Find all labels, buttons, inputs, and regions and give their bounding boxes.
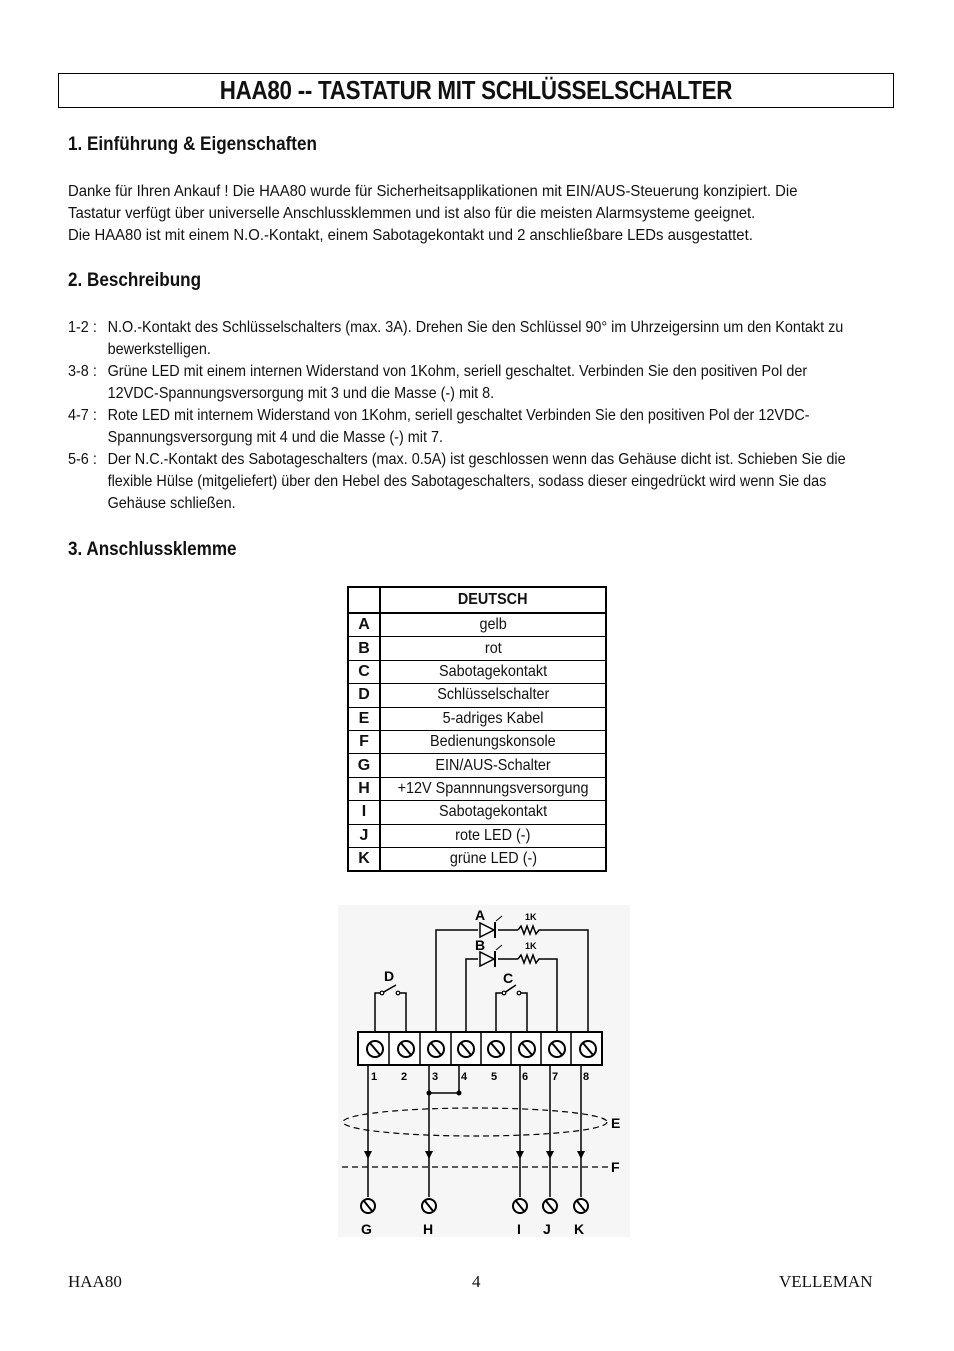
label-g: G	[361, 1221, 372, 1237]
terminal-pair: 5-6 :	[68, 451, 97, 468]
label-f: F	[611, 1159, 620, 1175]
table-row	[348, 847, 606, 871]
intro-paragraph: Danke für Ihren Ankauf ! Die HAA80 wurde für Sicherheitsapplikationen mit EIN/AUS-Steuerung konzipiert. Die Tastatur verfügt über universelle Anschlussklemmen und ist also für die meisten Alarmsysteme geeignet.	[68, 183, 798, 222]
row-letter: E	[348, 707, 380, 730]
label-c: C	[503, 970, 514, 986]
description-item	[68, 317, 860, 361]
row-value: +12V Spannnungsversorgung	[380, 777, 606, 800]
row-value: gelb	[380, 613, 606, 637]
table-row	[348, 730, 606, 753]
row-value: grüne LED (-)	[380, 847, 606, 871]
description-item	[68, 405, 860, 449]
row-letter: A	[348, 613, 380, 637]
row-letter: J	[348, 824, 380, 847]
table-header-row	[348, 587, 606, 613]
row-letter: H	[348, 777, 380, 800]
terminal-pair: 4-7 :	[68, 407, 97, 424]
table-row	[348, 777, 606, 800]
row-value: EIN/AUS-Schalter	[380, 754, 606, 777]
row-letter: F	[348, 730, 380, 753]
footer-model: HAA80	[68, 1272, 122, 1291]
table-row	[348, 801, 606, 824]
table-row	[348, 613, 606, 637]
terminal-description: Der N.C.-Kontakt des Sabotageschalters (max. 0.5A) ist geschlossen wenn das Gehäuse dicht ist. Schieben Sie die flexible Hülse (mitgeliefert) über den Hebel des Sabotageschalters, sodass dieser eingedrückt wird wenn Sie das Gehäuse schließen.	[107, 451, 846, 512]
table-row	[348, 660, 606, 683]
section-heading-description: 2. Beschreibung	[68, 270, 202, 291]
table-header-blank	[348, 587, 380, 613]
section-heading-intro: 1. Einführung & Eigenschaften	[68, 134, 317, 155]
row-value: Bedienungskonsole	[380, 730, 606, 753]
table-header-language: DEUTSCH	[380, 587, 606, 613]
description-item	[68, 361, 860, 405]
row-letter: C	[348, 660, 380, 683]
terminal-number: 1	[371, 1071, 378, 1083]
table-row	[348, 754, 606, 777]
terminal-number: 2	[401, 1071, 408, 1083]
terminal-number: 3	[432, 1071, 439, 1083]
label-i: I	[517, 1221, 521, 1237]
wiring-diagram	[338, 905, 630, 1237]
row-value: Schlüsselschalter	[380, 684, 606, 707]
row-value: Sabotagekontakt	[380, 660, 606, 683]
intro-text	[68, 181, 831, 247]
terminal-number: 8	[583, 1071, 590, 1083]
terminal-number: 6	[522, 1071, 529, 1083]
row-letter: I	[348, 801, 380, 824]
resistor-label: 1K	[525, 941, 537, 951]
row-value: rot	[380, 637, 606, 660]
footer-brand: VELLEMAN	[779, 1272, 873, 1291]
label-e: E	[611, 1115, 621, 1131]
table-row	[348, 684, 606, 707]
row-letter: G	[348, 754, 380, 777]
label-k: K	[574, 1221, 585, 1237]
footer-page-number: 4	[472, 1272, 481, 1291]
resistor-label: 1K	[525, 912, 537, 922]
title-box	[58, 73, 894, 108]
description-list	[68, 317, 860, 515]
table-row	[348, 637, 606, 660]
row-letter: K	[348, 847, 380, 871]
label-h: H	[423, 1221, 434, 1237]
terminal-description: Rote LED mit internem Widerstand von 1Kohm, seriell geschaltet Verbinden Sie den positiven Pol der 12VDC-Spannungsversorgung mit 4 und die Masse (-) mit 7.	[107, 407, 810, 446]
terminal-pair: 1-2 :	[68, 319, 97, 336]
intro-paragraph: Die HAA80 ist mit einem N.O.-Kontakt, einem Sabotagekontakt und 2 anschließbare LEDs ausgestattet.	[68, 227, 753, 244]
row-letter: B	[348, 637, 380, 660]
label-d: D	[384, 968, 395, 984]
row-value: 5-adriges Kabel	[380, 707, 606, 730]
terminal-table	[347, 586, 607, 872]
row-value: Sabotagekontakt	[380, 801, 606, 824]
table-row	[348, 824, 606, 847]
description-item	[68, 449, 860, 515]
section-heading-terminal: 3. Anschlussklemme	[68, 539, 237, 560]
row-letter: D	[348, 684, 380, 707]
label-a: A	[475, 907, 486, 923]
terminal-description: N.O.-Kontakt des Schlüsselschalters (max. 3A). Drehen Sie den Schlüssel 90° im Uhrzeigersinn um den Kontakt zu bewerkstelligen.	[107, 319, 844, 358]
label-j: J	[543, 1221, 551, 1237]
label-b: B	[475, 937, 486, 953]
table-row	[348, 707, 606, 730]
row-value: rote LED (-)	[380, 824, 606, 847]
terminal-number: 4	[461, 1071, 468, 1083]
page-title: HAA80 -- TASTATUR MIT SCHLÜSSELSCHALTER	[219, 75, 733, 105]
terminal-pair: 3-8 :	[68, 363, 97, 380]
terminal-number: 5	[491, 1071, 498, 1083]
terminal-number: 7	[552, 1071, 559, 1083]
terminal-description: Grüne LED mit einem internen Widerstand von 1Kohm, seriell geschaltet. Verbinden Sie den positiven Pol der 12VDC-Spannungsversorgung mit 3 und die Masse (-) mit 8.	[107, 363, 808, 402]
